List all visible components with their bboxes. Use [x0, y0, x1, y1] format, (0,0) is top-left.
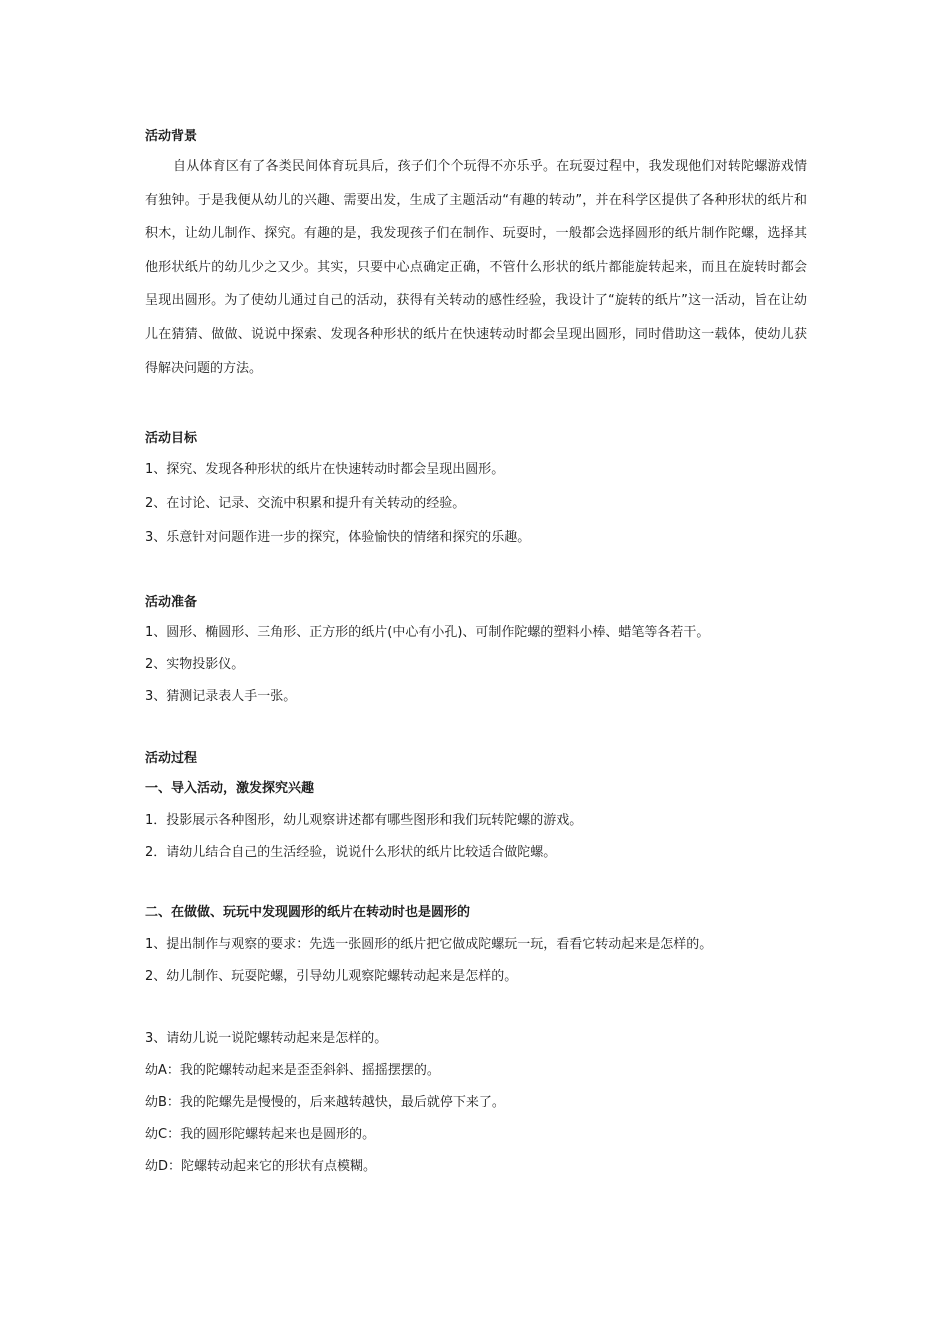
background-section	[145, 128, 807, 385]
process-part2-heading: 二、在做做、玩玩中发现圆形的纸片在转动时也是圆形的	[145, 905, 471, 920]
process-heading: 活动过程	[145, 751, 198, 766]
background-heading: 活动背景	[145, 129, 198, 144]
child-answer-d: 幼D：陀螺转动起来它的形状有点模糊。	[145, 1159, 377, 1174]
goal-item-1: 1、探究、发现各种形状的纸片在快速转动时都会呈现出圆形。	[145, 462, 505, 477]
preparation-item-2: 2、实物投影仪。	[145, 657, 245, 672]
goal-item-3: 3、乐意针对问题作进一步的探究，体验愉快的情绪和探究的乐趣。	[145, 530, 531, 545]
preparation-item-1: 1、圆形、椭圆形、三角形、正方形的纸片(中心有小孔)、可制作陀螺的塑料小棒、蜡笔等各若干。	[145, 625, 710, 640]
process-part2-item-1: 1、提出制作与观察的要求：先选一张圆形的纸片把它做成陀螺玩一玩，看看它转动起来是怎样的。	[145, 937, 713, 952]
process-part1-item-1: 1．投影展示各种图形，幼儿观察讲述都有哪些图形和我们玩转陀螺的游戏。	[145, 813, 583, 828]
process-part1-heading: 一、导入活动，激发探究兴趣	[145, 781, 315, 796]
process-section	[145, 750, 807, 1174]
process-part2-item-3: 3、请幼儿说一说陀螺转动起来是怎样的。	[145, 1031, 388, 1046]
goals-heading: 活动目标	[145, 431, 198, 446]
background-paragraph: 自从体育区有了各类民间体育玩具后，孩子们个个玩得不亦乐乎。在玩耍过程中，我发现他们对转陀螺游戏情有独钟。于是我便从幼儿的兴趣、需要出发，生成了主题活动“有趣的转动”，并在科学区提供了各种形状的纸片和积木，让幼儿制作、探究。有趣的是，我发现孩子们在制作、玩耍时，一般都会选择圆形的纸片制作陀螺，选择其他形状纸片的幼儿少之又少。其实，只要中心点确定正确，不管什么形状的纸片都能旋转起来，而且在旋转时都会呈现出圆形。为了使幼儿通过自己的活动，获得有关转动的感性经验，我设计了“旋转的纸片”这一活动，旨在让幼儿在猜猜、做做、说说中探索、发现各种形状的纸片在快速转动时都会呈现出圆形，同时借助这一载体，使幼儿获得解决问题的方法。	[145, 159, 807, 376]
process-part2-item-2: 2、幼儿制作、玩耍陀螺，引导幼儿观察陀螺转动起来是怎样的。	[145, 969, 518, 984]
child-answer-c: 幼C：我的圆形陀螺转起来也是圆形的。	[145, 1127, 376, 1142]
child-answer-a: 幼A：我的陀螺转动起来是歪歪斜斜、摇摇摆摆的。	[145, 1063, 440, 1078]
goal-item-2: 2、在讨论、记录、交流中积累和提升有关转动的经验。	[145, 496, 466, 511]
child-answer-b: 幼B：我的陀螺先是慢慢的，后来越转越快，最后就停下来了。	[145, 1095, 505, 1110]
process-part1-item-2: 2．请幼儿结合自己的生活经验，说说什么形状的纸片比较适合做陀螺。	[145, 845, 557, 860]
goals-section	[145, 430, 807, 545]
preparation-section	[145, 594, 807, 704]
preparation-heading: 活动准备	[145, 595, 198, 610]
preparation-item-3: 3、猜测记录表人手一张。	[145, 689, 297, 704]
